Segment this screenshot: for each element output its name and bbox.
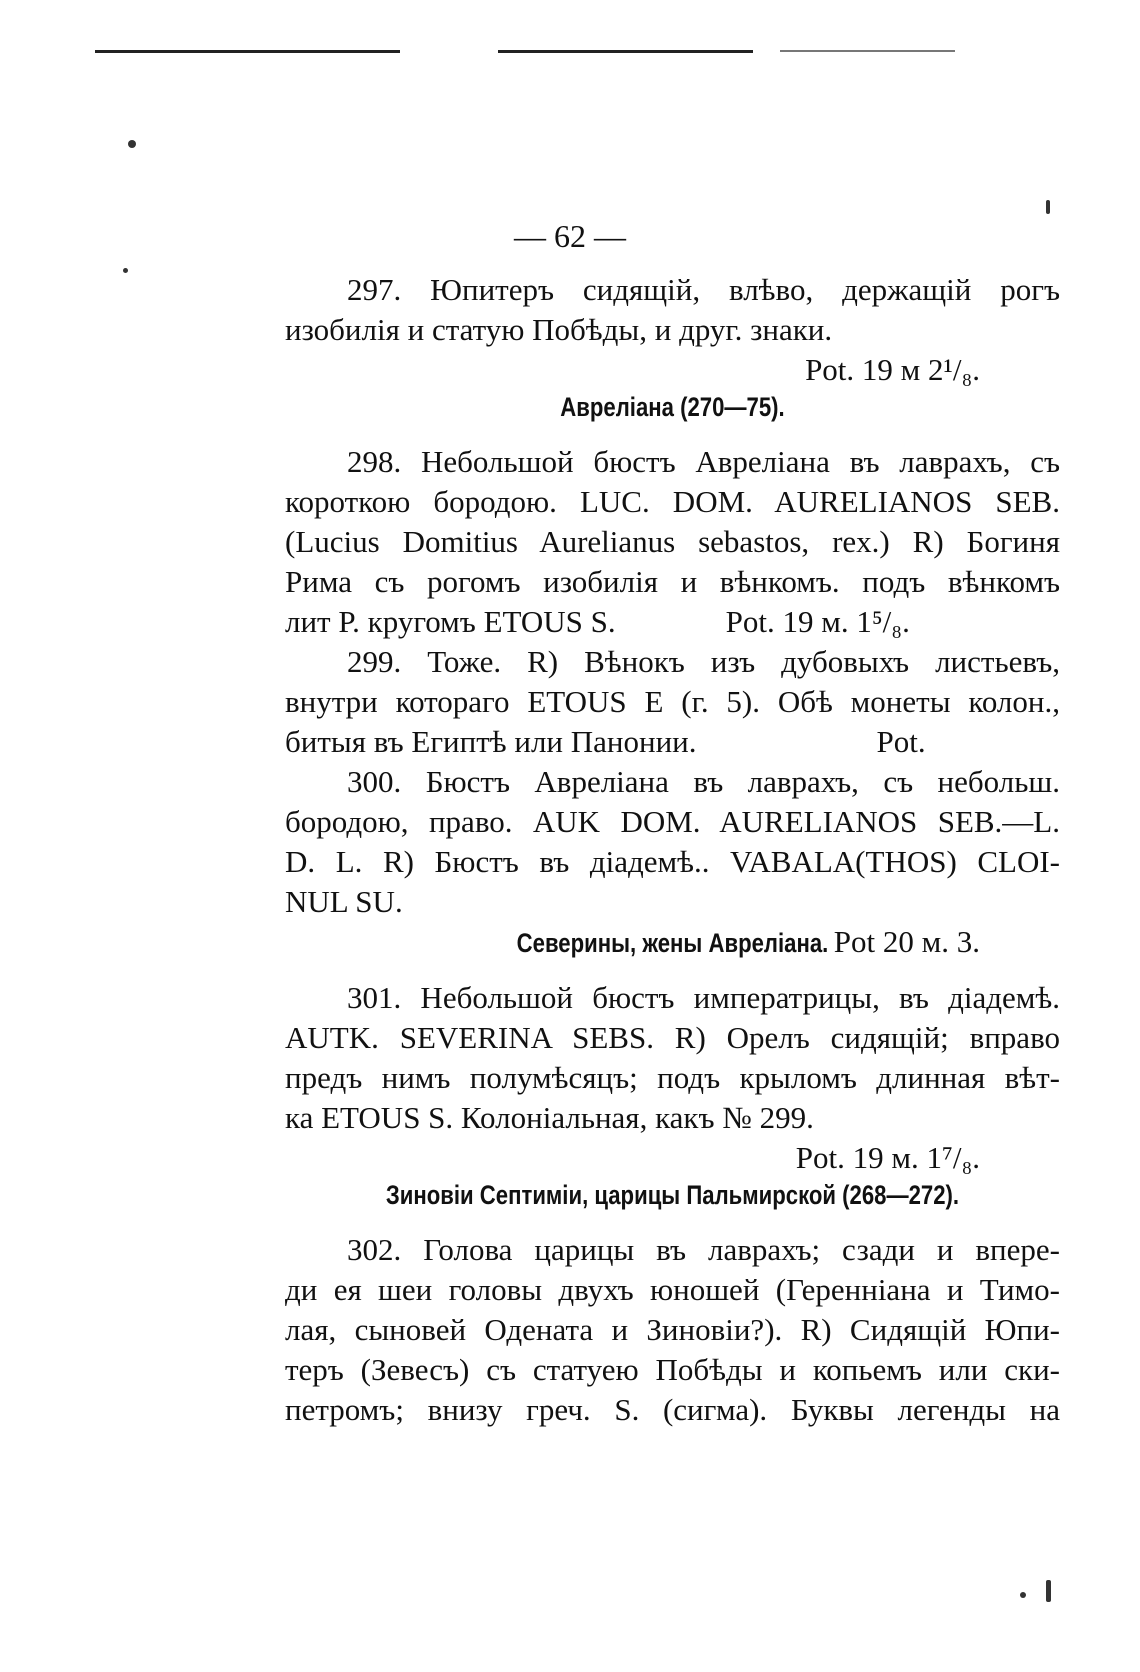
- entry-302-line-1: 302. Голова царицы въ лаврахъ; сзади и впере-: [347, 1232, 1060, 1267]
- entry-299-line-1: 299. Тоже. R) Вѣнокъ изъ дубовыхъ листьевъ,: [347, 644, 1060, 679]
- entry-300-ref: Pot 20 м. 3.: [833, 924, 980, 959]
- entry-298-line-5-row: [285, 602, 1060, 642]
- entry-301-line-2: AUTK. SEVERINA SEBS. R) Орелъ сидящій; вправо: [285, 1020, 1060, 1055]
- page-number: — 62 —: [514, 218, 626, 254]
- top-rule-far-right: [780, 50, 955, 52]
- entry-302: [285, 1230, 1060, 1430]
- section-heading-zenobia: Зиновіи Септиміи, царицы Пальмирской (268—272).: [385, 1180, 960, 1210]
- entry-298-ref: Pot. 19 м. 1⁵/₈.: [725, 604, 910, 639]
- entry-299: [285, 642, 1060, 762]
- entry-299-ref: Pot.: [876, 724, 926, 759]
- entry-297-ref: Pot. 19 м 2¹/₈.: [805, 352, 980, 387]
- entry-302-line-4: теръ (Зевесъ) съ статуею Побѣды и копьемъ или ски-: [285, 1352, 1060, 1387]
- margin-speck: [1046, 200, 1050, 214]
- entry-302-line-5: петромъ; внизу греч. S. (сигма). Буквы легенды на: [285, 1392, 1060, 1427]
- section-heading-aureliana: Авреліана (270—75).: [560, 392, 785, 422]
- entry-301: [285, 978, 1060, 1178]
- entry-301-line-3: предъ нимъ полумѣсяцъ; подъ крыломъ длинная вѣт-: [285, 1060, 1060, 1095]
- margin-speck: [123, 268, 128, 273]
- top-rule-right: [498, 50, 753, 53]
- entry-302-line-2: ди ея шеи головы двухъ юношей (Геренніана и Тимо-: [285, 1272, 1060, 1307]
- entry-299-line-3-row: [285, 722, 1060, 762]
- entry-300-line-4: NUL SU.: [285, 884, 403, 919]
- entry-302-line-3: лая, сыновей Одената и Зиновіи?). R) Сидящій Юпи-: [285, 1312, 1060, 1347]
- section-heading-severina: Северины, жены Авреліана.: [516, 928, 829, 958]
- entry-301-line-1: 301. Небольшой бюстъ императрицы, въ діадемѣ.: [347, 980, 1060, 1015]
- entry-298: [285, 442, 1060, 642]
- entry-298-line-1: 298. Небольшой бюстъ Авреліана въ лаврахъ, съ: [347, 444, 1060, 479]
- entry-298-line-4: Рима съ рогомъ изобилія и вѣнкомъ. подъ вѣнкомъ: [285, 564, 1060, 599]
- entry-299-line-3: битыя въ Египтѣ или Панонии.: [285, 724, 697, 759]
- margin-speck: [1046, 1580, 1051, 1602]
- entry-297: [285, 270, 1060, 390]
- margin-speck: [1020, 1592, 1026, 1598]
- entry-300-line-2: бородою, право. AUK DOM. AURELIANOS SEB.—L.: [285, 804, 1060, 839]
- margin-speck: [128, 140, 136, 148]
- entry-301-ref: Pot. 19 м. 1⁷/₈.: [795, 1140, 980, 1175]
- entry-299-line-2: внутри котораго ETOUS E (г. 5). Обѣ монеты колон.,: [285, 684, 1060, 719]
- entry-297-line-1: 297. Юпитеръ сидящій, влѣво, держащій рогъ: [347, 272, 1060, 307]
- entry-301-line-4: ка ETOUS S. Колоніальная, какъ № 299.: [285, 1100, 814, 1135]
- entry-297-line-2: изобилія и статую Побѣды, и друг. знаки.: [285, 312, 833, 347]
- top-rule-left: [95, 50, 400, 53]
- entry-300-line-1: 300. Бюстъ Авреліана въ лаврахъ, съ небольш.: [347, 764, 1060, 799]
- entry-300-line-3: D. L. R) Бюстъ въ діадемѣ.. VABALA(THOS) CLOI-: [285, 844, 1060, 879]
- entry-298-line-5: лит P. кругомъ ETOUS S.: [285, 604, 616, 639]
- entry-298-line-2: короткою бородою. LUC. DOM. AURELIANOS SEB.: [285, 484, 1060, 519]
- entry-298-line-3: (Lucius Domitius Aurelianus sebastos, rex.) R) Богиня: [285, 524, 1060, 559]
